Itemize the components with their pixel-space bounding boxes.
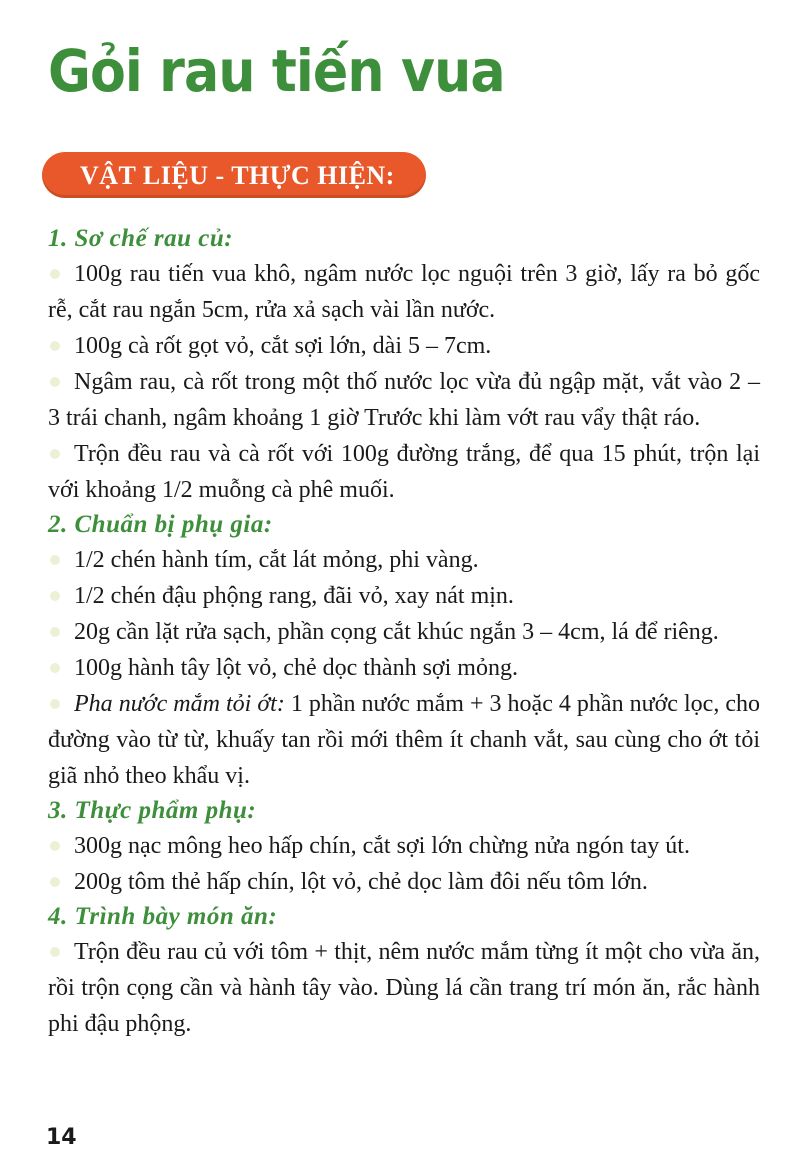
bullet-icon	[50, 555, 60, 565]
bullet-icon	[50, 947, 60, 957]
list-item: 100g hành tây lột vỏ, chẻ dọc thành sợi mỏng.	[48, 650, 760, 686]
list-item: Trộn đều rau củ với tôm + thịt, nêm nước mắm từng ít một cho vừa ăn, rồi trộn cọng cần và hành tây vào. Dùng lá cần trang trí món ăn, rắc hành phi đậu phộng.	[48, 939, 760, 1037]
list-item: 300g nạc mông heo hấp chín, cắt sợi lớn chừng nửa ngón tay út.	[48, 828, 760, 864]
bullet-icon	[50, 699, 60, 709]
section-badge-label: VẬT LIỆU - THỰC HIỆN:	[80, 161, 395, 190]
list-item-sauce	[48, 686, 760, 794]
list-item: 100g cà rốt gọt vỏ, cắt sợi lớn, dài 5 – 7cm.	[48, 328, 760, 364]
bullet-icon	[50, 341, 60, 351]
bullet-icon	[50, 377, 60, 387]
section-badge	[42, 152, 426, 198]
sauce-label: Pha nước mắm tỏi ớt:	[74, 691, 285, 717]
list-item: 1/2 chén hành tím, cắt lát mỏng, phi vàng.	[48, 542, 760, 578]
list-item: 20g cần lặt rửa sạch, phần cọng cắt khúc ngắn 3 – 4cm, lá để riêng.	[48, 614, 760, 650]
list-item: 200g tôm thẻ hấp chín, lột vỏ, chẻ dọc làm đôi nếu tôm lớn.	[48, 864, 760, 900]
bullet-icon	[50, 877, 60, 887]
heading-presentation: 4. Trình bày món ăn:	[48, 903, 278, 930]
recipe-content	[48, 222, 760, 1042]
heading-prepare-extras: 2. Chuẩn bị phụ gia:	[48, 511, 273, 538]
bullet-icon	[50, 627, 60, 637]
list-item: 1/2 chén đậu phộng rang, đãi vỏ, xay nát mịn.	[48, 578, 760, 614]
list-item: Trộn đều rau và cà rốt với 100g đường trắng, để qua 15 phút, trộn lại với khoảng 1/2 muỗng cà phê muối.	[48, 441, 760, 503]
bullet-icon	[50, 663, 60, 673]
page-title: Gỏi rau tiến vua	[48, 37, 505, 105]
list-item: Ngâm rau, cà rốt trong một thố nước lọc vừa đủ ngập mặt, vắt vào 2 – 3 trái chanh, ngâm khoảng 1 giờ Trước khi làm vớt rau vẩy thật ráo.	[48, 369, 760, 431]
bullet-icon	[50, 591, 60, 601]
bullet-icon	[50, 841, 60, 851]
sauce-text: 1 phần nước mắm + 3 hoặc 4 phần nước lọc, cho đường vào từ từ, khuấy tan rồi mới thêm ít chanh vắt, sau cùng cho ớt tỏi giã nhỏ theo khẩu vị.	[48, 691, 760, 789]
list-item: 100g rau tiến vua khô, ngâm nước lọc nguội trên 3 giờ, lấy ra bỏ gốc rễ, cắt rau ngắn 5cm, rửa xả sạch vài lần nước.	[48, 261, 760, 323]
heading-side-ingredients: 3. Thực phẩm phụ:	[48, 797, 257, 824]
page-number: 14	[46, 1125, 77, 1150]
bullet-icon	[50, 269, 60, 279]
bullet-icon	[50, 449, 60, 459]
heading-prep-vegetables: 1. Sơ chế rau củ:	[48, 225, 234, 252]
